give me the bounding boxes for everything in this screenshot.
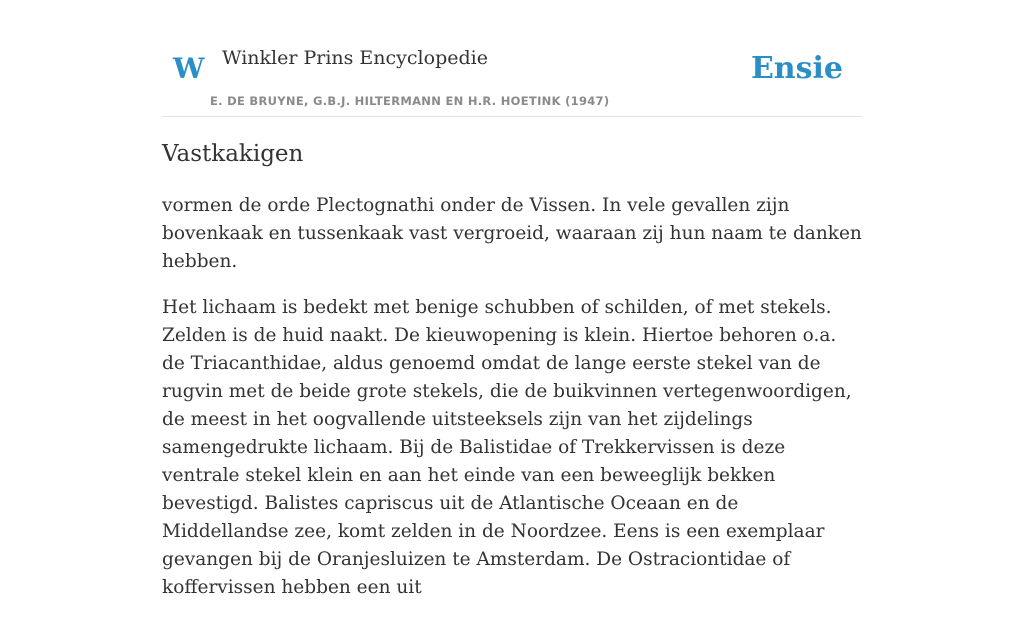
ensie-brand-logo[interactable]: Ensie (750, 51, 843, 86)
site-authors: E. DE BRUYNE, G.B.J. HILTERMANN EN H.R. HOETINK (1947) (210, 94, 610, 108)
site-title[interactable]: Winkler Prins Encyclopedie (222, 47, 488, 69)
article-body (162, 192, 862, 620)
winkler-prins-logo[interactable]: W (173, 52, 205, 85)
site-header (162, 0, 862, 117)
article-title: Vastkakigen (162, 141, 304, 167)
article-paragraph-2: Het lichaam is bedekt met benige schubben of schilden, of met stekels. Zelden is de huid naakt. De kieuwopening is klein. Hiertoe behoren o.a. de Triacanthidae, aldus genoemd omdat de lange eerste stekel van de rugvin met de beide grote stekels, die de buikvinnen vertegenwoordigen, de meest in het oogvallende uitsteeksels zijn van het zijdelings samengedrukte lichaam. Bij de Balistidae of Trekkervissen is deze ventrale stekel klein en aan het einde van een beweeglijk bekken bevestigd. Balistes capriscus uit de Atlantische Oceaan en de Middellandse zee, komt zelden in de Noordzee. Eens is een exemplaar gevangen bij de Oranjesluizen te Amsterdam. De Ostraciontidae of koffervissen hebben een uit (162, 297, 852, 598)
article-paragraph-1: vormen de orde Plectognathi onder de Vissen. In vele gevallen zijn bovenkaak en tussenkaak vast vergroeid, waaraan zij hun naam te danken hebben. (162, 195, 862, 272)
